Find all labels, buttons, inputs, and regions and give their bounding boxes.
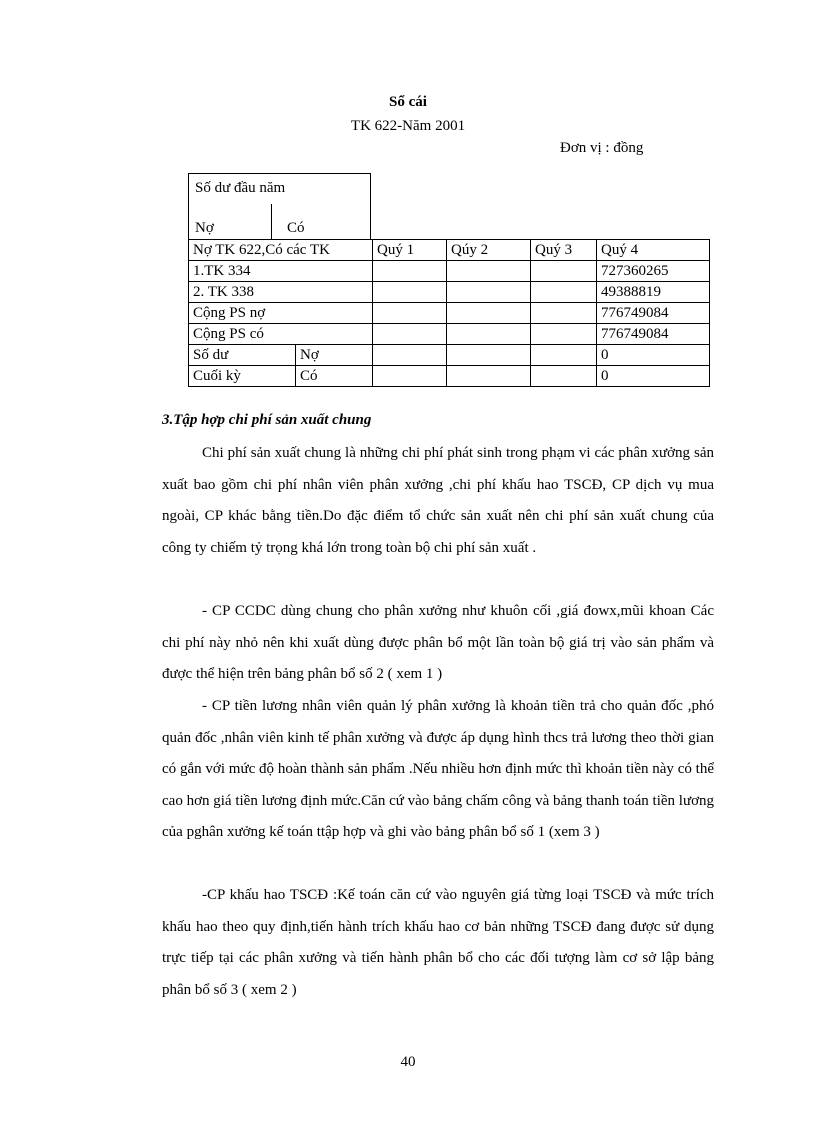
paragraph [162, 596, 714, 691]
cell-q4: 776749084 [597, 303, 710, 324]
cell-q1 [373, 261, 447, 282]
paragraph [162, 880, 714, 1006]
paragraph [162, 438, 714, 564]
cell-q4: 0 [597, 366, 710, 387]
row-sublabel: Có [296, 366, 373, 387]
paragraph-text: -CP khấu hao TSCĐ :Kế toán căn cứ vào nguyên giá từng loại TSCĐ và mức trích khấu hao theo quy định,tiến hành trích khấu hao cơ bản những TSCĐ đang được sử dụng trực tiếp tại các phân xưởng và tiến hành phân bổ cho các đối tượng làm cơ sở lập bảng phân bổ số 3 ( xem 2 ) [162, 887, 714, 998]
cell-q3 [531, 324, 597, 345]
header-cell-accounts: Nợ TK 622,Có các TK [189, 240, 373, 261]
page-number: 40 [400, 1054, 416, 1070]
row-label: Số dư [189, 345, 296, 366]
cell-q4: 0 [597, 345, 710, 366]
cell-q3 [531, 366, 597, 387]
cell-q3 [531, 261, 597, 282]
cell-q3 [531, 345, 597, 366]
opening-balance-divider [271, 204, 272, 240]
opening-credit-label: Có [287, 220, 305, 236]
section-heading: 3.Tập hợp chi phí sản xuất chung [162, 412, 372, 428]
ledger-table [188, 239, 710, 387]
opening-balance-box [188, 173, 371, 239]
table-row [189, 282, 710, 303]
header-cell-q3: Quý 3 [531, 240, 597, 261]
table-row [189, 366, 710, 387]
cell-q4: 49388819 [597, 282, 710, 303]
ledger-header-row [189, 240, 710, 261]
cell-q4: 727360265 [597, 261, 710, 282]
cell-q1 [373, 282, 447, 303]
cell-q2 [447, 324, 531, 345]
cell-q2 [447, 366, 531, 387]
paragraph [162, 691, 714, 849]
header-cell-q4: Quý 4 [597, 240, 710, 261]
paragraph-text: - CP CCDC dùng chung cho phân xưởng như khuôn cối ,giá đowx,mũi khoan Các chi phí này nhỏ nên khi xuất dùng được phân bổ một lần toàn bộ giá trị vào sản phẩm và được thể hiện trên bảng phân bổ số 2 ( xem 1 ) [162, 603, 714, 682]
row-label: Cuối kỳ [189, 366, 296, 387]
row-label: Cộng PS nợ [189, 303, 373, 324]
paragraph-text: - CP tiền lương nhân viên quản lý phân xưởng là khoản tiền trả cho quản đốc ,phó quản đốc ,nhân viên kinh tế phân xưởng và được áp dụng hình thcs trả lương theo thời gian có gắn với mức độ hoàn thành sản phẩm .Nếu nhiều hơn định mức thì khoản tiền này có thể cao hơn giá tiền lương định mức.Căn cứ vào bảng chấm công và bảng thanh toán tiền lương của pghân xưởng kế toán ttập hợp và ghi vào bảng phân bổ số 1 (xem 3 ) [162, 698, 715, 840]
row-label: 2. TK 338 [189, 282, 373, 303]
table-row [189, 303, 710, 324]
cell-q1 [373, 366, 447, 387]
currency-unit: Đơn vị : đồng [560, 140, 644, 156]
ledger-title: Sổ cái [389, 94, 427, 110]
row-label: 1.TK 334 [189, 261, 373, 282]
opening-balance-label: Số dư đầu năm [195, 180, 286, 196]
row-label: Cộng PS có [189, 324, 373, 345]
cell-q2 [447, 345, 531, 366]
ledger-subtitle: TK 622-Năm 2001 [350, 118, 466, 134]
cell-q3 [531, 303, 597, 324]
table-row [189, 261, 710, 282]
cell-q2 [447, 282, 531, 303]
opening-debit-label: Nợ [195, 220, 214, 236]
cell-q2 [447, 303, 531, 324]
paragraph-text: Chi phí sản xuất chung là những chi phí phát sinh trong phạm vi các phân xưởng sản xuất bao gồm chi phí nhân viên phân xưởng ,chi phí khấu hao TSCĐ, CP dịch vụ mua ngoài, CP khác bằng tiền.Do đặc điểm tổ chức sản xuất nên chi phí sản xuất chung của công ty chiếm tỷ trọng khá lớn trong toàn bộ chi phí sản xuất . [162, 445, 714, 556]
header-cell-q2: Qúy 2 [447, 240, 531, 261]
cell-q1 [373, 345, 447, 366]
cell-q2 [447, 261, 531, 282]
table-row [189, 324, 710, 345]
row-sublabel: Nợ [296, 345, 373, 366]
cell-q1 [373, 303, 447, 324]
header-cell-q1: Quý 1 [373, 240, 447, 261]
cell-q4: 776749084 [597, 324, 710, 345]
cell-q1 [373, 324, 447, 345]
cell-q3 [531, 282, 597, 303]
table-row [189, 345, 710, 366]
